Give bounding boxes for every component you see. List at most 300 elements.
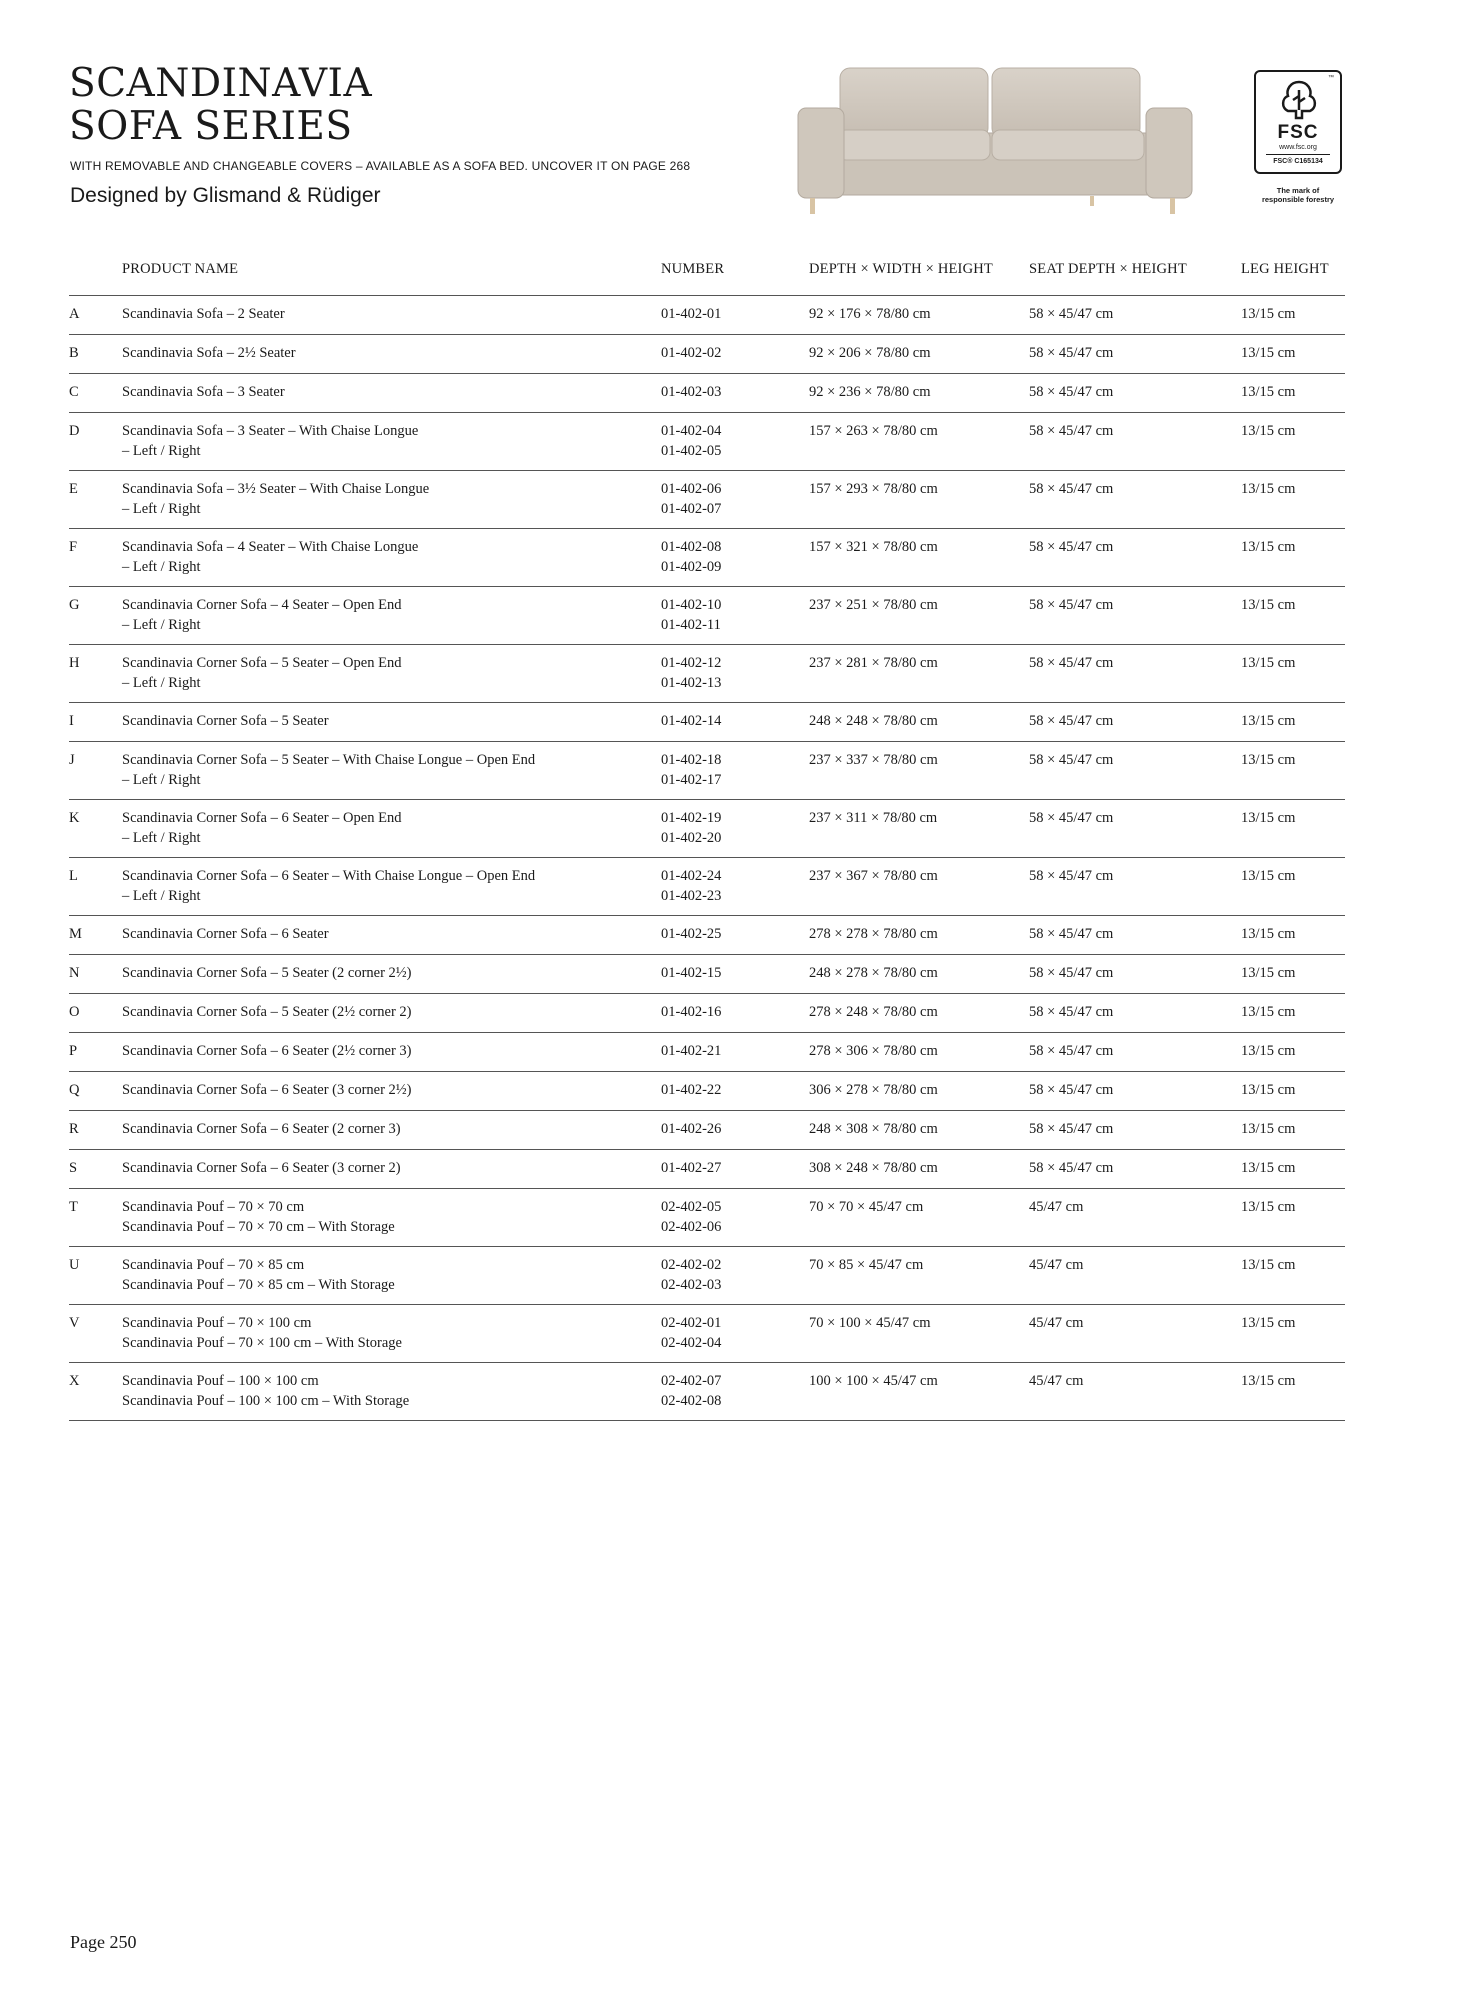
leg-height (1241, 742, 1345, 800)
product-name-text: Scandinavia Corner Sofa – 6 Seater – With Chaise Longue – Open End (122, 868, 536, 884)
table-row (69, 800, 1345, 858)
row-letter (69, 645, 122, 703)
product-number (661, 1111, 809, 1150)
product-name (122, 1033, 661, 1072)
product-number-text: 02-402-07 (661, 1373, 722, 1389)
product-number-text: 01-402-20 (661, 829, 722, 846)
table-row (69, 471, 1345, 529)
seat-dimensions-text: 58 × 45/47 cm (1029, 345, 1114, 361)
dimensions-text: 248 × 248 × 78/80 cm (809, 713, 938, 729)
row-letter (69, 1247, 122, 1305)
product-number-text: 01-402-13 (661, 674, 722, 691)
product-name-text: Scandinavia Sofa – 2 Seater (122, 306, 285, 322)
sofa-image (790, 58, 1210, 218)
product-name (122, 529, 661, 587)
table-row (69, 529, 1345, 587)
row-letter-text: B (69, 345, 79, 361)
product-name (122, 1072, 661, 1111)
row-letter-text: G (69, 597, 80, 613)
leg-height-text: 13/15 cm (1241, 597, 1296, 613)
product-number-text: 01-402-07 (661, 500, 722, 517)
dimensions-text: 237 × 337 × 78/80 cm (809, 752, 938, 768)
leg-height (1241, 1033, 1345, 1072)
product-name-text: Scandinavia Pouf – 70 × 85 cm (122, 1257, 305, 1273)
row-letter (69, 471, 122, 529)
dimensions (809, 1363, 1029, 1421)
dimensions (809, 413, 1029, 471)
fsc-badge (1254, 70, 1342, 174)
leg-height-text: 13/15 cm (1241, 810, 1296, 826)
row-letter (69, 1150, 122, 1189)
product-name-text: Scandinavia Pouf – 70 × 100 cm (122, 1315, 312, 1331)
seat-dimensions (1029, 800, 1241, 858)
product-name-text: Scandinavia Corner Sofa – 5 Seater (2½ corner 2) (122, 1004, 412, 1020)
product-number-text: 01-402-16 (661, 1004, 722, 1020)
product-name-text: – Left / Right (122, 771, 201, 788)
leg-height-text: 13/15 cm (1241, 1373, 1296, 1389)
product-number (661, 413, 809, 471)
dimensions (809, 1247, 1029, 1305)
product-name (122, 587, 661, 645)
leg-height (1241, 1363, 1345, 1421)
dimensions (809, 955, 1029, 994)
product-table (69, 256, 1345, 1421)
product-name-text: Scandinavia Corner Sofa – 4 Seater – Open End (122, 597, 402, 613)
table-row (69, 994, 1345, 1033)
leg-height-text: 13/15 cm (1241, 1160, 1296, 1176)
product-name-text: – Left / Right (122, 500, 201, 517)
leg-height (1241, 994, 1345, 1033)
product-number-text: 01-402-09 (661, 558, 722, 575)
product-number (661, 335, 809, 374)
product-number-text: 01-402-12 (661, 655, 722, 671)
dimensions (809, 994, 1029, 1033)
table-row (69, 587, 1345, 645)
seat-dimensions-text: 58 × 45/47 cm (1029, 1121, 1114, 1137)
product-number-text: 01-402-15 (661, 965, 722, 981)
dimensions (809, 800, 1029, 858)
row-letter (69, 413, 122, 471)
leg-height-text: 13/15 cm (1241, 1043, 1296, 1059)
product-number-text: 01-402-11 (661, 616, 721, 633)
dimensions-text: 92 × 206 × 78/80 cm (809, 345, 931, 361)
dimensions-text: 278 × 248 × 78/80 cm (809, 1004, 938, 1020)
row-letter-text: M (69, 926, 82, 942)
row-letter-text: S (69, 1160, 78, 1176)
dimensions-text: 92 × 176 × 78/80 cm (809, 306, 931, 322)
dimensions-text: 308 × 248 × 78/80 cm (809, 1160, 938, 1176)
header-dimensions: DEPTH × WIDTH × HEIGHT (809, 261, 993, 277)
seat-dimensions-text: 58 × 45/47 cm (1029, 1160, 1114, 1176)
leg-height-text: 13/15 cm (1241, 1082, 1296, 1098)
product-number-text: 01-402-27 (661, 1160, 722, 1176)
fsc-code: FSC® C165134 (1273, 158, 1323, 165)
leg-height-text: 13/15 cm (1241, 539, 1296, 555)
product-number-text: 01-402-14 (661, 713, 722, 729)
seat-dimensions (1029, 587, 1241, 645)
product-name (122, 413, 661, 471)
product-number-text: 01-402-04 (661, 423, 722, 439)
row-letter-text: A (69, 306, 80, 322)
leg-height (1241, 645, 1345, 703)
leg-height (1241, 335, 1345, 374)
product-number (661, 994, 809, 1033)
product-name-text: Scandinavia Corner Sofa – 6 Seater (3 corner 2½) (122, 1082, 412, 1098)
dimensions-text: 278 × 306 × 78/80 cm (809, 1043, 938, 1059)
leg-height-text: 13/15 cm (1241, 423, 1296, 439)
seat-dimensions (1029, 413, 1241, 471)
product-name-text: Scandinavia Corner Sofa – 5 Seater – With Chaise Longue – Open End (122, 752, 536, 768)
subtitle: WITH REMOVABLE AND CHANGEABLE COVERS – AVAILABLE AS A SOFA BED. UNCOVER IT ON PAGE 268 (70, 159, 691, 173)
seat-dimensions-text: 58 × 45/47 cm (1029, 597, 1114, 613)
product-number (661, 587, 809, 645)
row-letter-text: E (69, 481, 78, 497)
table-header-row (69, 256, 1345, 296)
row-letter (69, 1189, 122, 1247)
table-row (69, 645, 1345, 703)
seat-dimensions (1029, 645, 1241, 703)
leg-height-text: 13/15 cm (1241, 1199, 1296, 1215)
dimensions-text: 306 × 278 × 78/80 cm (809, 1082, 938, 1098)
product-name-text: – Left / Right (122, 887, 201, 904)
row-letter (69, 1363, 122, 1421)
product-number (661, 529, 809, 587)
row-letter-text: O (69, 1004, 80, 1020)
product-name (122, 1305, 661, 1363)
product-name-text: Scandinavia Corner Sofa – 6 Seater – Open End (122, 810, 402, 826)
seat-dimensions-text: 58 × 45/47 cm (1029, 965, 1114, 981)
product-name (122, 1247, 661, 1305)
product-name (122, 1363, 661, 1421)
product-number (661, 916, 809, 955)
dimensions (809, 1305, 1029, 1363)
seat-dimensions-text: 58 × 45/47 cm (1029, 926, 1114, 942)
fsc-logo (1248, 68, 1348, 208)
product-number (661, 742, 809, 800)
dimensions-text: 237 × 367 × 78/80 cm (809, 868, 938, 884)
dimensions (809, 1072, 1029, 1111)
table-row (69, 296, 1345, 335)
leg-height-text: 13/15 cm (1241, 868, 1296, 884)
dimensions (809, 1033, 1029, 1072)
header-letter (69, 256, 122, 296)
seat-dimensions (1029, 742, 1241, 800)
seat-dimensions-text: 58 × 45/47 cm (1029, 384, 1114, 400)
product-name (122, 858, 661, 916)
product-number (661, 1247, 809, 1305)
dimensions-text: 278 × 278 × 78/80 cm (809, 926, 938, 942)
product-name-text: – Left / Right (122, 829, 201, 846)
product-number (661, 1363, 809, 1421)
product-name-text: Scandinavia Sofa – 2½ Seater (122, 345, 296, 361)
product-number-text: 01-402-08 (661, 539, 722, 555)
dimensions-text: 237 × 281 × 78/80 cm (809, 655, 938, 671)
seat-dimensions (1029, 335, 1241, 374)
row-letter-text: K (69, 810, 80, 826)
row-letter (69, 1033, 122, 1072)
seat-dimensions-text: 58 × 45/47 cm (1029, 713, 1114, 729)
row-letter-text: V (69, 1315, 80, 1331)
row-letter (69, 703, 122, 742)
dimensions (809, 529, 1029, 587)
product-number (661, 1072, 809, 1111)
seat-dimensions (1029, 994, 1241, 1033)
leg-height-text: 13/15 cm (1241, 384, 1296, 400)
leg-height (1241, 800, 1345, 858)
dimensions (809, 335, 1029, 374)
seat-dimensions-text: 45/47 cm (1029, 1373, 1084, 1389)
fsc-name: FSC (1277, 122, 1319, 143)
product-number (661, 858, 809, 916)
product-number-text: 01-402-17 (661, 771, 722, 788)
dimensions-text: 70 × 70 × 45/47 cm (809, 1199, 924, 1215)
row-letter-text: U (69, 1257, 80, 1273)
dimensions (809, 1150, 1029, 1189)
seat-dimensions-text: 58 × 45/47 cm (1029, 868, 1114, 884)
product-number-text: 01-402-05 (661, 442, 722, 459)
row-letter-text: I (69, 713, 74, 729)
table-row (69, 1072, 1345, 1111)
row-letter-text: Q (69, 1082, 80, 1098)
leg-height (1241, 1305, 1345, 1363)
product-name (122, 471, 661, 529)
product-name (122, 994, 661, 1033)
product-name-text: Scandinavia Sofa – 3½ Seater – With Chaise Longue (122, 481, 430, 497)
product-number-text: 01-402-02 (661, 345, 722, 361)
leg-height (1241, 374, 1345, 413)
product-name (122, 374, 661, 413)
seat-dimensions (1029, 858, 1241, 916)
product-number-text: 01-402-06 (661, 481, 722, 497)
product-name-text: Scandinavia Sofa – 4 Seater – With Chaise Longue (122, 539, 419, 555)
product-number-text: 01-402-18 (661, 752, 722, 768)
seat-dimensions-text: 58 × 45/47 cm (1029, 539, 1114, 555)
seat-dimensions (1029, 1111, 1241, 1150)
leg-height (1241, 858, 1345, 916)
row-letter (69, 858, 122, 916)
header-leg-height: LEG HEIGHT (1241, 261, 1329, 277)
fsc-trademark: ™ (1328, 75, 1334, 81)
leg-height (1241, 916, 1345, 955)
fsc-tagline (1248, 186, 1348, 204)
dimensions (809, 374, 1029, 413)
product-number (661, 1150, 809, 1189)
product-number (661, 645, 809, 703)
product-number (661, 800, 809, 858)
product-number-text: 02-402-03 (661, 1276, 722, 1293)
row-letter-text: X (69, 1373, 80, 1389)
product-number (661, 296, 809, 335)
fsc-tagline-line-1: The mark of (1276, 186, 1320, 195)
seat-dimensions-text: 45/47 cm (1029, 1199, 1084, 1215)
seat-dimensions (1029, 374, 1241, 413)
product-name-text: Scandinavia Corner Sofa – 6 Seater (2 corner 3) (122, 1121, 401, 1137)
leg-height (1241, 1247, 1345, 1305)
table-row (69, 1305, 1345, 1363)
leg-height (1241, 955, 1345, 994)
product-name-text: Scandinavia Corner Sofa – 6 Seater (3 corner 2) (122, 1160, 401, 1176)
product-name (122, 955, 661, 994)
dimensions-text: 157 × 321 × 78/80 cm (809, 539, 938, 555)
row-letter-text: L (69, 868, 78, 884)
seat-dimensions-text: 58 × 45/47 cm (1029, 1043, 1114, 1059)
seat-dimensions-text: 58 × 45/47 cm (1029, 752, 1114, 768)
product-number-text: 01-402-25 (661, 926, 722, 942)
table-row (69, 1363, 1345, 1421)
row-letter (69, 800, 122, 858)
seat-dimensions (1029, 1363, 1241, 1421)
row-letter-text: R (69, 1121, 79, 1137)
seat-dimensions (1029, 1150, 1241, 1189)
table-row (69, 1033, 1345, 1072)
dimensions-text: 157 × 263 × 78/80 cm (809, 423, 938, 439)
seat-dimensions-text: 58 × 45/47 cm (1029, 1082, 1114, 1098)
product-name-text: – Left / Right (122, 558, 201, 575)
row-letter (69, 742, 122, 800)
table-row (69, 1247, 1345, 1305)
seat-dimensions (1029, 1033, 1241, 1072)
seat-dimensions-text: 58 × 45/47 cm (1029, 655, 1114, 671)
leg-height (1241, 296, 1345, 335)
table-row (69, 1150, 1345, 1189)
page-number: Page 250 (70, 1932, 137, 1952)
tree-icon (1278, 80, 1320, 120)
leg-height-text: 13/15 cm (1241, 481, 1296, 497)
leg-height-text: 13/15 cm (1241, 655, 1296, 671)
fsc-tagline-line-2: responsible forestry (1261, 195, 1335, 204)
product-name (122, 1150, 661, 1189)
product-name-text: Scandinavia Sofa – 3 Seater (122, 384, 285, 400)
product-name-text: – Left / Right (122, 674, 201, 691)
seat-dimensions-text: 45/47 cm (1029, 1257, 1084, 1273)
product-name-text: Scandinavia Pouf – 70 × 85 cm – With Storage (122, 1276, 395, 1293)
leg-height-text: 13/15 cm (1241, 713, 1296, 729)
row-letter-text: D (69, 423, 80, 439)
product-number-text: 01-402-23 (661, 887, 722, 904)
table-row (69, 1189, 1345, 1247)
product-number-text: 02-402-04 (661, 1334, 722, 1351)
page-title (69, 62, 372, 148)
table-row (69, 916, 1345, 955)
seat-dimensions (1029, 296, 1241, 335)
product-number-text: 01-402-19 (661, 810, 722, 826)
row-letter-text: C (69, 384, 79, 400)
dimensions (809, 858, 1029, 916)
leg-height-text: 13/15 cm (1241, 306, 1296, 322)
leg-height-text: 13/15 cm (1241, 1315, 1296, 1331)
row-letter-text: N (69, 965, 80, 981)
seat-dimensions (1029, 1189, 1241, 1247)
leg-height (1241, 471, 1345, 529)
product-number (661, 1033, 809, 1072)
dimensions-text: 157 × 293 × 78/80 cm (809, 481, 938, 497)
row-letter (69, 587, 122, 645)
product-number (661, 955, 809, 994)
product-name-text: Scandinavia Corner Sofa – 6 Seater (2½ corner 3) (122, 1043, 412, 1059)
product-number-text: 01-402-24 (661, 868, 722, 884)
product-number-text: 01-402-01 (661, 306, 722, 322)
table-row (69, 955, 1345, 994)
table-row (69, 413, 1345, 471)
dimensions-text: 248 × 278 × 78/80 cm (809, 965, 938, 981)
product-name-text: Scandinavia Pouf – 100 × 100 cm (122, 1373, 319, 1389)
product-name-text: Scandinavia Pouf – 70 × 70 cm – With Storage (122, 1218, 395, 1235)
product-number (661, 703, 809, 742)
fsc-url: www.fsc.org (1279, 144, 1317, 151)
product-number (661, 1189, 809, 1247)
product-name (122, 645, 661, 703)
product-name (122, 296, 661, 335)
seat-dimensions (1029, 955, 1241, 994)
product-name-text: Scandinavia Corner Sofa – 5 Seater (2 corner 2½) (122, 965, 412, 981)
seat-dimensions (1029, 529, 1241, 587)
header-number: NUMBER (661, 261, 725, 277)
seat-dimensions-text: 58 × 45/47 cm (1029, 423, 1114, 439)
seat-dimensions-text: 58 × 45/47 cm (1029, 810, 1114, 826)
designer-credit: Designed by Glismand & Rüdiger (70, 184, 381, 207)
dimensions (809, 587, 1029, 645)
seat-dimensions-text: 58 × 45/47 cm (1029, 306, 1114, 322)
product-number (661, 471, 809, 529)
row-letter-text: F (69, 539, 78, 555)
table-row (69, 1111, 1345, 1150)
row-letter-text: H (69, 655, 80, 671)
product-number-text: 02-402-05 (661, 1199, 722, 1215)
product-name (122, 1189, 661, 1247)
dimensions-text: 248 × 308 × 78/80 cm (809, 1121, 938, 1137)
product-name-text: Scandinavia Corner Sofa – 5 Seater (122, 713, 329, 729)
dimensions (809, 1111, 1029, 1150)
seat-dimensions (1029, 1247, 1241, 1305)
title-line-2: SOFA SERIES (69, 104, 353, 149)
product-number-text: 02-402-01 (661, 1315, 722, 1331)
leg-height (1241, 1072, 1345, 1111)
dimensions-text: 70 × 85 × 45/47 cm (809, 1257, 924, 1273)
dimensions (809, 296, 1029, 335)
row-letter (69, 994, 122, 1033)
leg-height-text: 13/15 cm (1241, 1004, 1296, 1020)
product-number-text: 01-402-03 (661, 384, 722, 400)
table-row (69, 374, 1345, 413)
row-letter (69, 529, 122, 587)
row-letter (69, 374, 122, 413)
dimensions (809, 703, 1029, 742)
product-name-text: – Left / Right (122, 616, 201, 633)
dimensions (809, 742, 1029, 800)
product-name-text: Scandinavia Sofa – 3 Seater – With Chaise Longue (122, 423, 419, 439)
leg-height-text: 13/15 cm (1241, 752, 1296, 768)
row-letter (69, 955, 122, 994)
seat-dimensions (1029, 703, 1241, 742)
leg-height (1241, 587, 1345, 645)
table-row (69, 703, 1345, 742)
product-name-text: Scandinavia Pouf – 70 × 70 cm (122, 1199, 305, 1215)
leg-height-text: 13/15 cm (1241, 926, 1296, 942)
product-name (122, 742, 661, 800)
leg-height-text: 13/15 cm (1241, 1121, 1296, 1137)
title-line-1: SCANDINAVIA (69, 61, 373, 106)
product-number-text: 01-402-21 (661, 1043, 722, 1059)
product-number-text: 02-402-02 (661, 1257, 722, 1273)
leg-height-text: 13/15 cm (1241, 1257, 1296, 1273)
dimensions (809, 645, 1029, 703)
leg-height-text: 13/15 cm (1241, 345, 1296, 361)
row-letter-text: J (69, 752, 75, 768)
seat-dimensions (1029, 916, 1241, 955)
product-name (122, 916, 661, 955)
product-name (122, 703, 661, 742)
seat-dimensions-text: 58 × 45/47 cm (1029, 481, 1114, 497)
